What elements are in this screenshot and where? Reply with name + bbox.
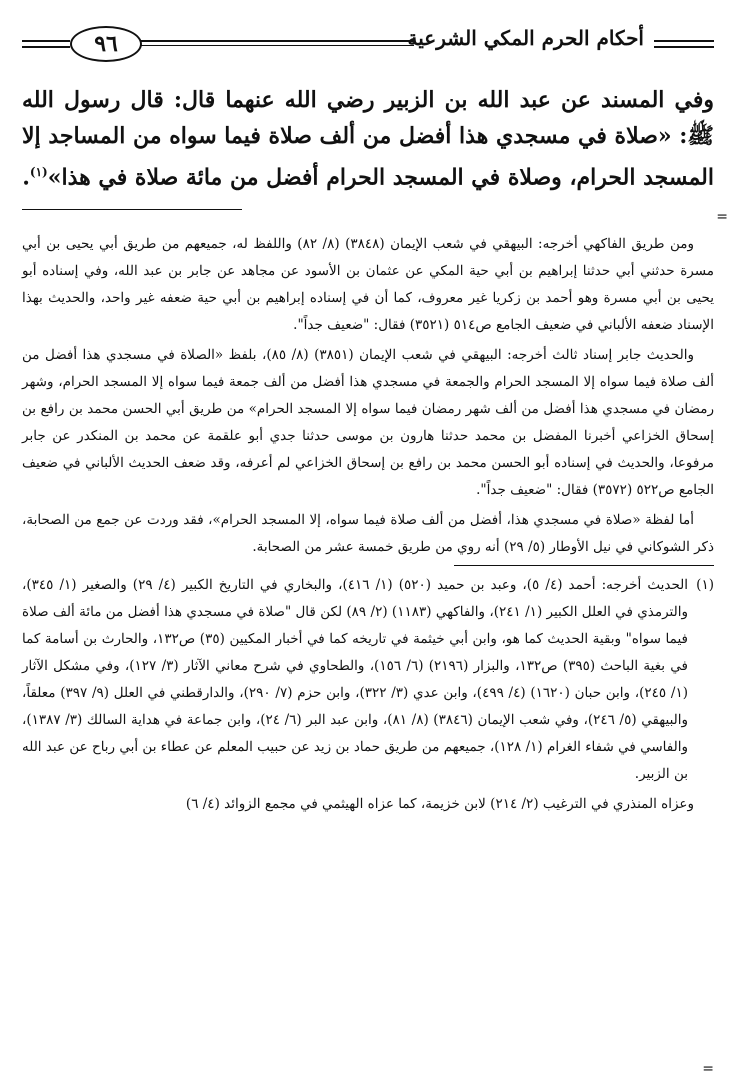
page-header xyxy=(22,0,714,70)
note-paragraph: والحديث جابر إسناد ثالث أخرجه: البيهقي في شعب الإيمان (٣٨٥١) (٨/ ٨٥)، بلفظ «الصلاة في مسجدي هذا أفضل من ألف صلاة فيما سواه إلا المسجد الحرام والجمعة في مسجدي هذا أفضل من ألف جمعة فيما سواه إلا المسجد الحرام، وشهر رمضان في مسجدي هذا أفضل من ألف شهر رمضان فيما سواه إلا المسجد الحرام» من طريق أبي الحسن محمد بن رافع بن إسحاق الخزاعي أخبرنا المفضل بن محمد حدثنا هارون بن موسى حدثنا جدي أبو علقمة عن محمد بن المنكدر عن جابر مرفوعا، والحديث في إسناده أبو الحسن محمد بن رافع بن إسحاق الخزاعي لم أعرفه، وقد ضعف الحديث الألباني في ضعيف الجامع ص٥٢٢ (٣٥٧٢) فقال: "ضعيف جداً". xyxy=(22,347,714,499)
footnote-1 xyxy=(22,572,714,788)
header-rule-left xyxy=(22,40,70,48)
main-text xyxy=(22,82,714,195)
footnotes xyxy=(22,231,714,818)
continuation-mark-bottom: = xyxy=(702,1061,714,1077)
text-divider-area xyxy=(22,199,728,226)
main-paragraph: وفي المسند عن عبد الله بن الزبير رضي الله عنهما قال: قال رسول الله ﷺ: «صلاة في مسجدي هذا أفضل من ألف صلاة فيما سواه من المساجد إلا المسجد الحرام، وصلاة في المسجد الحرام أفضل من مائة صلاة في هذا»$^{(١)}$. xyxy=(22,87,714,191)
header-rule-middle xyxy=(134,40,414,46)
hadith-text: وفي المسند عن عبد الله بن الزبير رضي الله عنهما قال: قال رسول الله ﷺ: «صلاة في مسجدي هذا أفضل من ألف صلاة فيما سواه من المساجد إلا المسجد الحرام، وصلاة في المسجد الحرام أفضل من مائة صلاة في هذا» xyxy=(22,87,714,191)
note-last-line: وعزاه المنذري في الترغيب (٢/ ٢١٤) لابن خزيمة، كما عزاه الهيثمي في مجمع الزوائد (٤/ ٦) xyxy=(185,796,694,813)
page-number: ٩٦ xyxy=(70,26,142,62)
note-paragraph: ومن طريق الفاكهي أخرجه: البيهقي في شعب الإيمان (٣٨٤٨) (٨/ ٨٢) واللفظ له، جميعهم من طريق أبي يحيى بن أبي مسرة حدثني أبي حدثنا إبراهيم بن أبي حية المكي عن عثمان بن الأسود عن مجاهد عن جابر بن عبد الله، وفي إسناده أبو يحيى بن أبي مسرة وهو أحمد بن زكريا غير معروف، كما أن في إسناده إبراهيم بن أبي حية ضعفه غير واحد، والحديث بهذا الإسناد ضعفه الألباني في ضعيف الجامع ص٥١٤ (٣٥٢١) فقال: "ضعيف جداً". xyxy=(22,236,714,334)
continuation-mark: = xyxy=(716,209,728,226)
footnote-separator xyxy=(454,565,714,566)
footnote-ref: (١) xyxy=(29,165,48,179)
note-paragraph: أما لفظة «صلاة في مسجدي هذا، أفضل من ألف صلاة فيما سواه، إلا المسجد الحرام»، فقد وردت عن جمع من الصحابة، ذكر الشوكاني في نيل الأوطار (٥/ ٢٩) أنه روي من طريق خمسة عشر من الصحابة. xyxy=(22,512,714,556)
header-rule-right xyxy=(654,40,714,48)
footnote-number: (١) xyxy=(696,577,714,594)
text-divider xyxy=(22,209,242,210)
footnote-text: الحديث أخرجه: أحمد (٤/ ٥)، وعبد بن حميد (٥٢٠) (١/ ٤١٦)، والبخاري في التاريخ الكبير (٤/ ٢٩) والصغير (١/ ٣٤٥)، والترمذي في العلل الكبير (١/ ٢٤١)، والفاكهي (١١٨٣) (٢/ ٨٩) لكن قال "صلاة في مسجدي هذا أفضل من مائة ألف صلاة فيما سواه" وبقية الحديث كما هو، وابن أبي خيثمة في تاريخه كما في أخبار المكيين (٣٥) ص١٣٢، والحارث بن أسامة كما في بغية الباحث (٣٩٥) ص١٣٢، والبزار (٢١٩٦) (٦/ ١٥٦)، والطحاوي في شرح معاني الآثار (٣/ ١٢٧)، وفي مشكل الآثار (١/ ٢٤٥)، وابن حبان (١٦٢٠) (٤/ ٤٩٩)، وابن عدي (٣/ ٣٢٢)، وابن حزم (٧/ ٢٩٠)، والدارقطني في العلل (٩/ ٣٩٧) معلقاً، والبيهقي (٥/ ٢٤٦)، وفي شعب الإيمان (٣٨٤٦) (٨/ ٨١)، وابن عبد البر (٦/ ٢٤)، وابن جماعة في هداية السالك (٣/ ١٣٨٧)، والفاسي في شفاء الغرام (١/ ١٢٨)، جميعهم من طريق حماد بن زيد عن حبيب المعلم عن عطاء بن أبي رباح عن عبد الله بن الزبير. xyxy=(21,577,689,783)
page xyxy=(21,0,728,1083)
book-title: أحكام الحرم المكي الشرعية xyxy=(407,26,644,50)
